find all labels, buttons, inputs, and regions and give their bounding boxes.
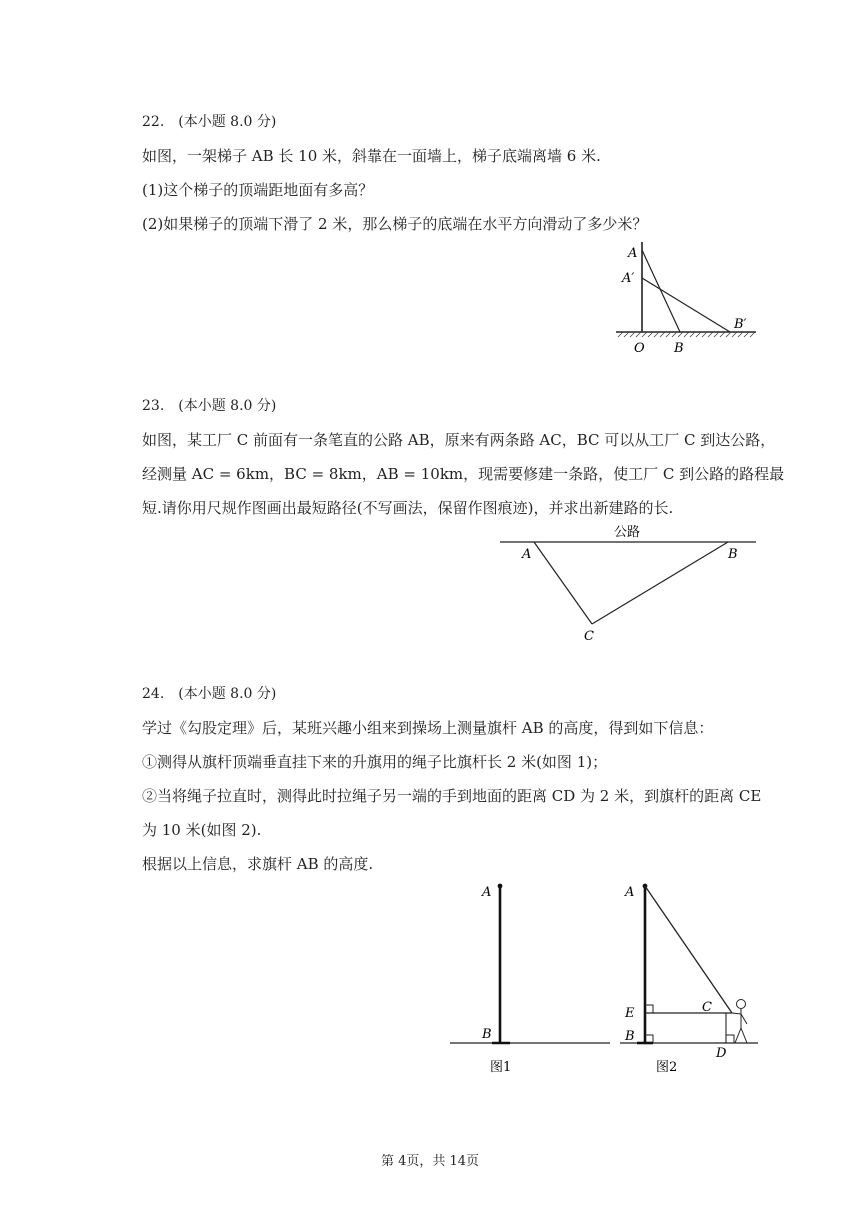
label-a: A: [482, 885, 492, 900]
label-b-prime: B′: [734, 317, 747, 332]
q24-figure-2: [620, 874, 760, 1084]
label-b: B: [674, 341, 684, 356]
q22-ladder-figure: [610, 236, 770, 358]
label-c: C: [584, 629, 594, 644]
road-label: 公路: [614, 525, 641, 540]
label-d: D: [716, 1046, 727, 1061]
label-b: B: [482, 1027, 492, 1042]
caption-fig1: 图1: [490, 1060, 512, 1075]
ladder-a1b1: [642, 278, 730, 332]
q24-figure-1: [450, 874, 612, 1084]
q23-road-figure: [496, 518, 760, 646]
q22-line-1: 如图，一架梯子 AB 长 10 米，斜靠在一面墙上，梯子底端离墙 6 米.: [142, 147, 601, 165]
label-o: O: [634, 341, 645, 356]
q24-line-4: 为 10 米(如图 2).: [142, 821, 262, 839]
page-footer: 第 4页，共 14页: [380, 1154, 480, 1169]
label-e: E: [625, 1006, 635, 1021]
q23-line-2: 经测量 AC = 6km，BC = 8km，AB = 10km，现需要修建一条路，使工厂 C 到公路的路程最: [142, 465, 785, 483]
ladder-ab: [642, 250, 680, 332]
q23-line-3: 短.请你用尺规作图画出最短路径(不写画法，保留作图痕迹)，并求出新建路的长.: [142, 499, 674, 517]
label-b: B: [625, 1029, 635, 1044]
q24-line-1: 学过《勾股定理》后，某班兴趣小组来到操场上测量旗杆 AB 的高度，得到如下信息：: [142, 719, 714, 737]
label-a: A: [625, 885, 635, 900]
rope: [645, 886, 732, 1013]
q22-header: 22. (本小题 8.0 分): [142, 114, 277, 130]
q24-line-2: ①测得从旗杆顶端垂直挂下来的升旗用的绳子比旗杆长 2 米(如图 1)；: [142, 753, 608, 771]
q24-line-5: 根据以上信息，求旗杆 AB 的高度.: [142, 855, 374, 873]
label-a: A: [522, 547, 532, 562]
q23-header: 23. (本小题 8.0 分): [142, 398, 277, 414]
q23-line-1: 如图，某工厂 C 前面有一条笔直的公路 AB，原来有两条路 AC，BC 可以从工厂 C 到达公路，: [142, 431, 776, 449]
q24-line-3: ②当将绳子拉直时，测得此时拉绳子另一端的手到地面的距离 CD 为 2 米，到旗杆的距离 CE: [142, 787, 762, 805]
label-a-prime: A′: [622, 271, 635, 286]
label-c: C: [702, 1000, 712, 1015]
q22-line-3: (2)如果梯子的顶端下滑了 2 米，那么梯子的底端在水平方向滑动了多少米？: [142, 215, 648, 233]
caption-fig2: 图2: [656, 1060, 678, 1075]
q22-line-2: (1)这个梯子的顶端距地面有多高？: [142, 181, 374, 199]
label-b: B: [728, 547, 738, 562]
label-a: A: [628, 246, 638, 261]
q24-header: 24. (本小题 8.0 分): [142, 686, 277, 702]
